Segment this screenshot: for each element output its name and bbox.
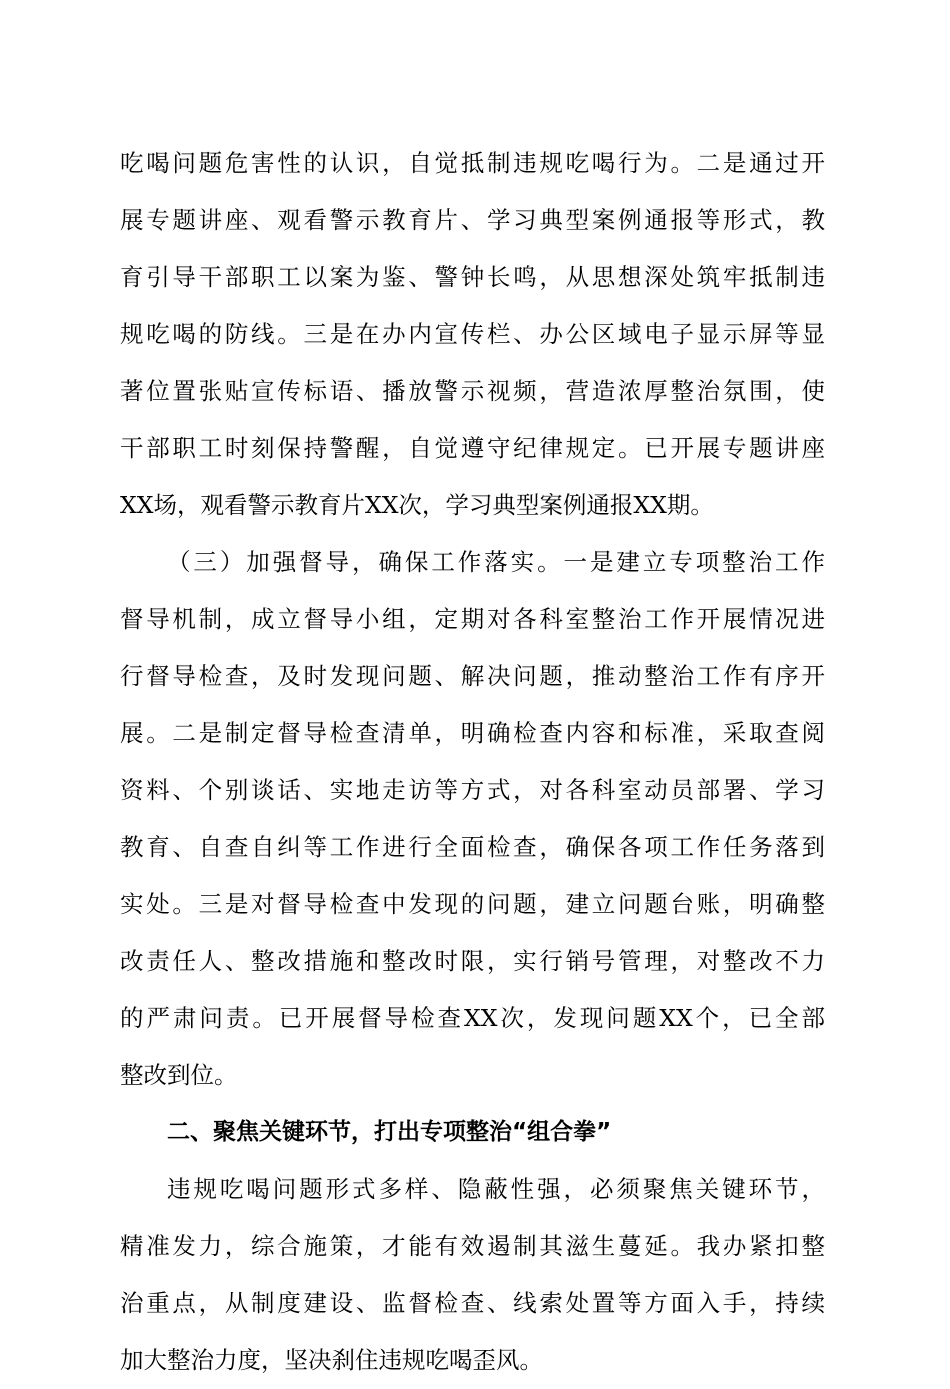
text-line: 行督导检查，及时发现问题、解决问题，推动整治工作有序开 bbox=[120, 662, 825, 690]
text-line: 治重点，从制度建设、监督检查、线索处置等方面入手，持续 bbox=[120, 1289, 825, 1317]
text-line: 规吃喝的防线。三是在办内宣传栏、办公区域电子显示屏等显 bbox=[120, 320, 825, 348]
text-line: 违规吃喝问题形式多样、隐蔽性强，必须聚焦关键环节， bbox=[167, 1175, 825, 1203]
text-line: （三）加强督导，确保工作落实。一是建立专项整治工作 bbox=[167, 548, 825, 576]
paragraph-education bbox=[120, 135, 825, 534]
text-line: 资料、个别谈话、实地走访等方式，对各科室动员部署、学习 bbox=[120, 776, 825, 804]
text-line: 加大整治力度，坚决刹住违规吃喝歪风。 bbox=[120, 1346, 543, 1374]
text-line: 干部职工时刻保持警醒，自觉遵守纪律规定。已开展专题讲座 bbox=[120, 434, 825, 462]
text-line: 改责任人、整改措施和整改时限，实行销号管理，对整改不力 bbox=[120, 947, 825, 975]
text-line: 督导机制，成立督导小组，定期对各科室整治工作开展情况进 bbox=[120, 605, 825, 633]
text-line: 展。二是制定督导检查清单，明确检查内容和标准，采取查阅 bbox=[120, 719, 825, 747]
text-line: 育引导干部职工以案为鉴、警钟长鸣，从思想深处筑牢抵制违 bbox=[120, 263, 825, 291]
text-line: 整改到位。 bbox=[120, 1061, 238, 1089]
paragraph-key-links bbox=[120, 1161, 825, 1389]
text-line: 教育、自查自纠等工作进行全面检查，确保各项工作任务落到 bbox=[120, 833, 825, 861]
text-line: 著位置张贴宣传标语、播放警示视频，营造浓厚整治氛围，使 bbox=[120, 377, 825, 405]
text-line: 展专题讲座、观看警示教育片、学习典型案例通报等形式，教 bbox=[120, 206, 825, 234]
document-page bbox=[120, 135, 825, 1389]
text-line: 精准发力，综合施策，才能有效遏制其滋生蔓延。我办紧扣整 bbox=[120, 1232, 825, 1260]
text-line: 的严肃问责。已开展督导检查XX次，发现问题XX个，已全部 bbox=[120, 1004, 825, 1032]
paragraph-supervision bbox=[120, 534, 825, 1104]
text-line: 吃喝问题危害性的认识，自觉抵制违规吃喝行为。二是通过开 bbox=[120, 149, 825, 177]
text-line: 实处。三是对督导检查中发现的问题，建立问题台账，明确整 bbox=[120, 890, 825, 918]
section-heading: 二、聚焦关键环节，打出专项整治“组合拳” bbox=[167, 1119, 612, 1145]
text-line: XX场，观看警示教育片XX次，学习典型案例通报XX期。 bbox=[120, 491, 714, 519]
